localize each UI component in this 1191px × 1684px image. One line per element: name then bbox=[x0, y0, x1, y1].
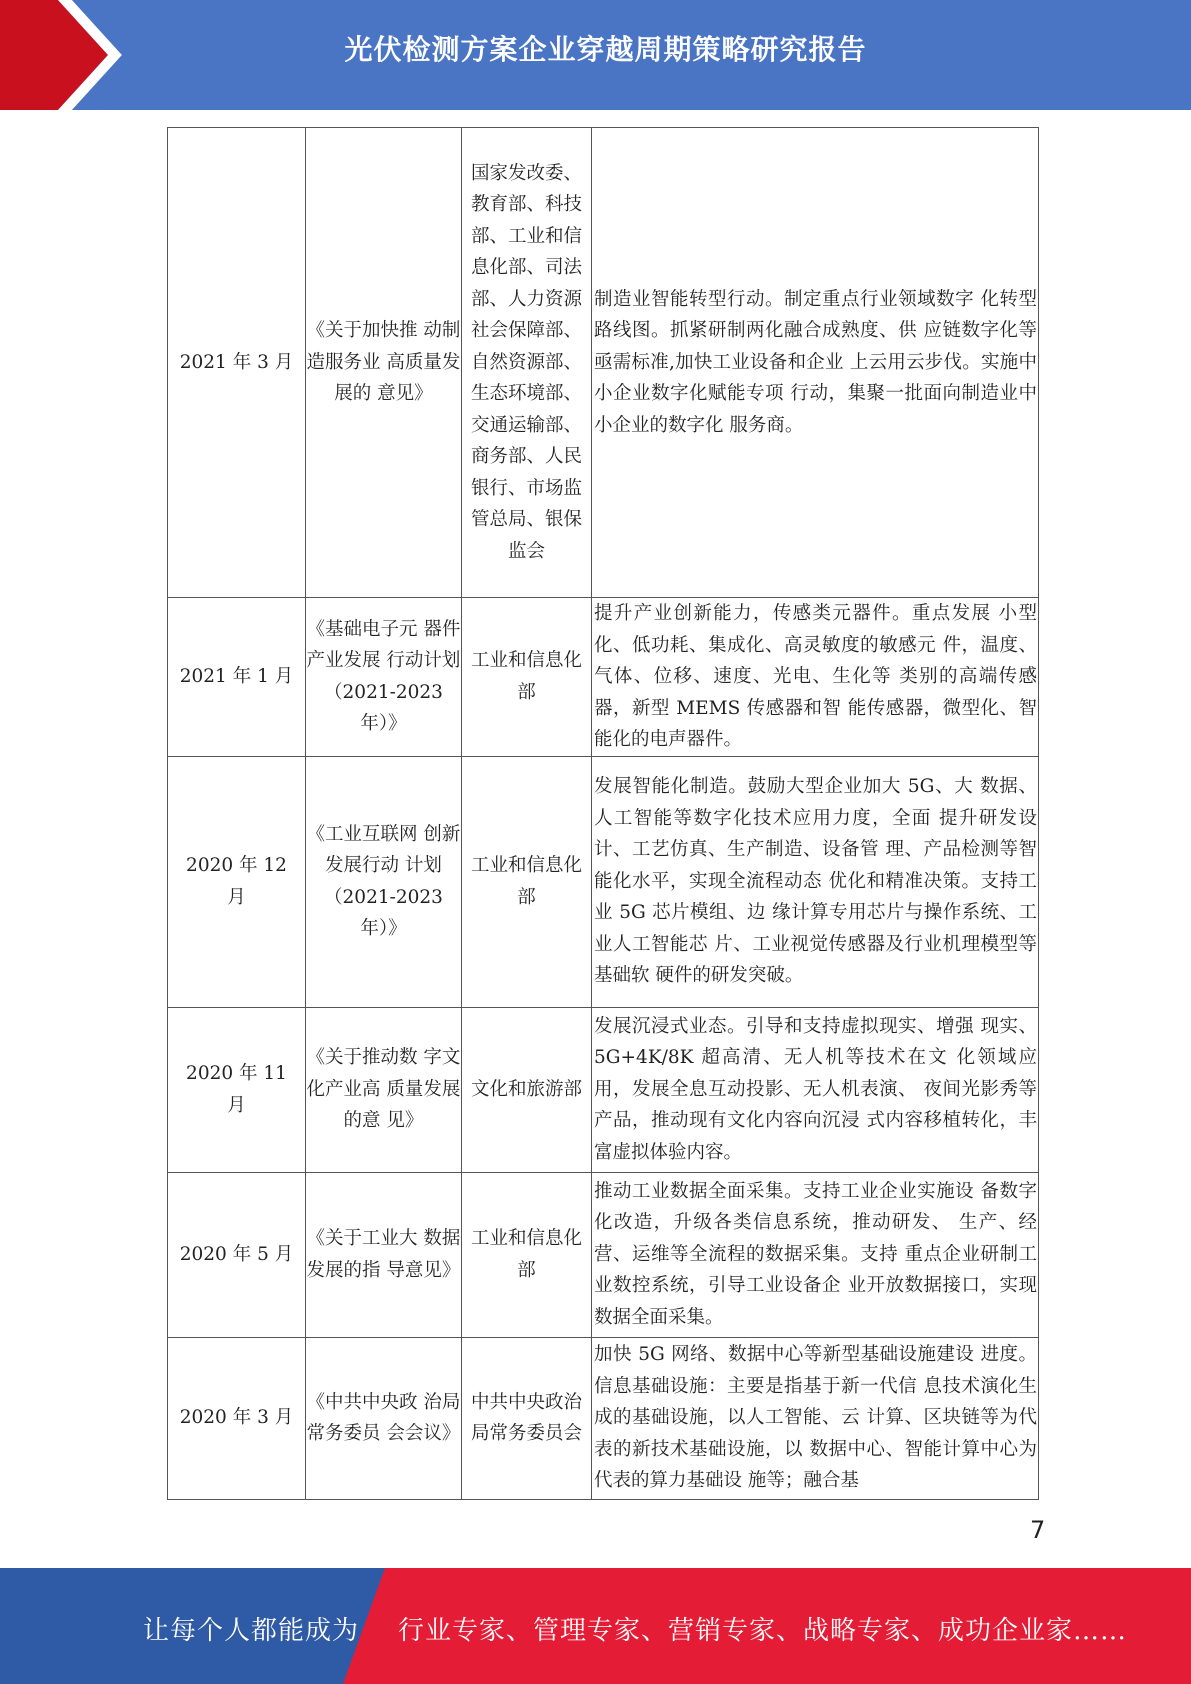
table-row bbox=[168, 128, 1039, 598]
document-cell: 《工业互联网 创新发展行动 计划 （2021-2023 年）》 bbox=[306, 756, 462, 1007]
table-row bbox=[168, 1172, 1039, 1337]
date-cell: 2020 年 11 月 bbox=[168, 1007, 306, 1172]
date-cell: 2020 年 5 月 bbox=[168, 1172, 306, 1337]
document-cell: 《基础电子元 器件产业发展 行动计划 （2021-2023 年）》 bbox=[306, 598, 462, 757]
content-cell: 加快 5G 网络、数据中心等新型基础设施建设 进度。信息基础设施：主要是指基于新一代信 息技术演化生成的基础设施，以人工智能、云 计算、区块链等为代表的新技术基础设施，以 数据中心、智能计算中心为代表的算力基础设 施等；融合基 bbox=[592, 1337, 1039, 1499]
issuer-cell: 中共中央政治局常务委员会 bbox=[462, 1337, 592, 1499]
content-cell: 制造业智能转型行动。制定重点行业领域数字 化转型路线图。抓紧研制两化融合成熟度、供 应链数字化等亟需标准,加快工业设备和企业 上云用云步伐。实施中小企业数字化赋能专项 行动，集聚一批面向制造业中小企业的数字化 服务商。 bbox=[592, 128, 1039, 598]
issuer-cell: 工业和信息化部 bbox=[462, 1172, 592, 1337]
table-row bbox=[168, 598, 1039, 757]
document-cell: 《关于加快推 动制造服务业 高质量发展的 意见》 bbox=[306, 128, 462, 598]
table-row bbox=[168, 756, 1039, 1007]
document-cell: 《中共中央政 治局常务委员 会会议》 bbox=[306, 1337, 462, 1499]
issuer-cell: 文化和旅游部 bbox=[462, 1007, 592, 1172]
issuer-cell: 工业和信息化部 bbox=[462, 756, 592, 1007]
content-cell: 发展沉浸式业态。引导和支持虚拟现实、增强 现实、5G+4K/8K 超高清、无人机等技术在文 化领域应用，发展全息互动投影、无人机表演、 夜间光影秀等产品，推动现有文化内容向沉浸 式内容移植转化，丰富虚拟体验内容。 bbox=[592, 1007, 1039, 1172]
footer-slogan-left: 让每个人都能成为 bbox=[143, 1616, 360, 1646]
issuer-cell: 工业和信息化部 bbox=[462, 598, 592, 757]
content-cell: 推动工业数据全面采集。支持工业企业实施设 备数字化改造，升级各类信息系统，推动研发、 生产、经营、运维等全流程的数据采集。支持 重点企业研制工业数控系统，引导工业设备企 业开放数据接口，实现数据全面采集。 bbox=[592, 1172, 1039, 1337]
document-cell: 《关于工业大 数据发展的指 导意见》 bbox=[306, 1172, 462, 1337]
date-cell: 2020 年 12 月 bbox=[168, 756, 306, 1007]
date-cell: 2021 年 1 月 bbox=[168, 598, 306, 757]
date-cell: 2021 年 3 月 bbox=[168, 128, 306, 598]
policy-table bbox=[167, 127, 1039, 1500]
report-title: 光伏检测方案企业穿越周期策略研究报告 bbox=[344, 33, 867, 66]
content-cell: 提升产业创新能力，传感类元器件。重点发展 小型化、低功耗、集成化、高灵敏度的敏感元 件，温度、气体、位移、速度、光电、生化等 类别的高端传感器，新型 MEMS 传感器和智 能传感器，微型化、智能化的电声器件。 bbox=[592, 598, 1039, 757]
footer-slogan-right: 行业专家、管理专家、营销专家、战略专家、成功企业家…… bbox=[398, 1616, 1128, 1646]
issuer-cell: 国家发改委、教育部、科技部、工业和信息化部、司法部、人力资源社会保障部、自然资源部、生态环境部、交通运输部、商务部、人民银行、市场监管总局、银保监会 bbox=[462, 128, 592, 598]
date-cell: 2020 年 3 月 bbox=[168, 1337, 306, 1499]
table-row bbox=[168, 1337, 1039, 1499]
document-cell: 《关于推动数 字文化产业高 质量发展的意 见》 bbox=[306, 1007, 462, 1172]
page-number: 7 bbox=[1030, 1516, 1046, 1544]
page-header bbox=[0, 0, 1191, 110]
content-cell: 发展智能化制造。鼓励大型企业加大 5G、大 数据、人工智能等数字化技术应用力度，全面 提升研发设计、工艺仿真、生产制造、设备管 理、产品检测等智能化水平，实现全流程动态 优化和精准决策。支持工业 5G 芯片模组、边 缘计算专用芯片与操作系统、工业人工智能芯 片、工业视觉传感器及行业机理模型等基础软 硬件的研发突破。 bbox=[592, 756, 1039, 1007]
table-row bbox=[168, 1007, 1039, 1172]
